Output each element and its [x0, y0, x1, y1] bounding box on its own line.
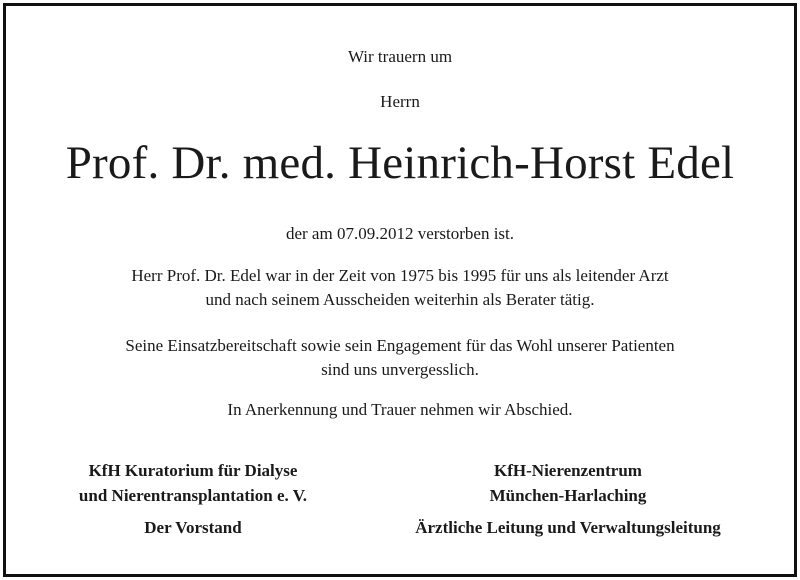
signature-left-org-line-1: KfH Kuratorium für Dialyse	[88, 461, 298, 480]
farewell-text: In Anerkennung und Trauer nehmen wir Abschied.	[227, 400, 573, 419]
deceased-name: Prof. Dr. med. Heinrich-Horst Edel	[65, 137, 735, 189]
career-line-1: Herr Prof. Dr. Edel war in der Zeit von 1975 bis 1995 für uns als leitender Arzt	[131, 266, 669, 285]
date-of-death: der am 07.09.2012 verstorben ist.	[285, 224, 515, 243]
tribute-line-1: Seine Einsatzbereitschaft sowie sein Engagement für das Wohl unserer Patienten	[125, 336, 675, 355]
tribute-paragraph	[0, 334, 800, 382]
signature-right-org-line-1: KfH-Nierenzentrum	[494, 461, 642, 480]
signature-left-org	[58, 458, 328, 508]
career-line-2: und nach seinem Ausscheiden weiterhin als Berater tätig.	[205, 290, 595, 309]
signature-left-role: Der Vorstand	[144, 518, 242, 537]
signature-right-role: Ärztliche Leitung und Verwaltungsleitung	[415, 518, 721, 537]
signature-right-org-line-2: München-Harlaching	[489, 486, 647, 505]
signature-right-org	[392, 458, 744, 508]
career-paragraph	[0, 264, 800, 312]
signature-left-org-line-2: und Nierentransplantation e. V.	[78, 486, 308, 505]
intro-text: Wir trauern um	[347, 47, 453, 66]
salutation: Herrn	[380, 92, 420, 111]
tribute-line-2: sind uns unvergesslich.	[321, 360, 479, 379]
